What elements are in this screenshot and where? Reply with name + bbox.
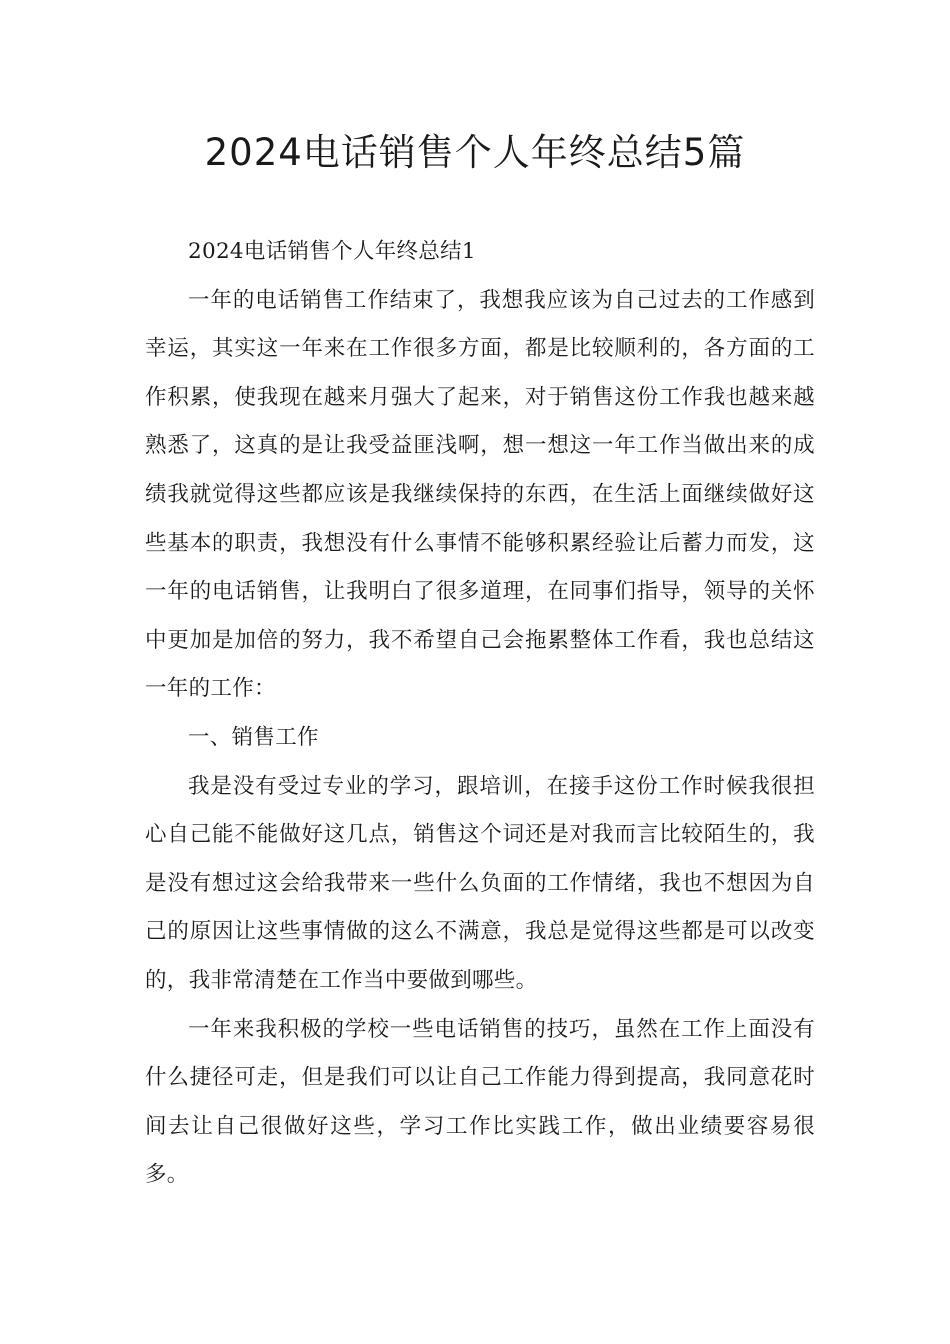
- document-body: [145, 228, 815, 1200]
- document-title: 2024电话销售个人年终总结5篇: [204, 131, 746, 174]
- paragraph-sales-1: 我是没有受过专业的学习，跟培训，在接手这份工作时候我很担心自己能不能做好这几点，销售这个词还是对我而言比较陌生的，我是没有想过这会给我带来一些什么负面的工作情绪，我也不想因为自己的原因让这些事情做的这么不满意，我总是觉得这些都是可以改变的，我非常清楚在工作当中要做到哪些。: [145, 773, 815, 993]
- section-heading-1: 2024电话销售个人年终总结1: [188, 239, 476, 264]
- paragraph-sales-2: 一年来我积极的学校一些电话销售的技巧，虽然在工作上面没有什么捷径可走，但是我们可以让自己工作能力得到提高，我同意花时间去让自己很做好这些，学习工作比实践工作，做出业绩要容易很多。: [145, 1016, 815, 1188]
- subheading-sales-work: 一、销售工作: [188, 724, 319, 750]
- paragraph-intro: 一年的电话销售工作结束了，我想我应该为自己过去的工作感到幸运，其实这一年来在工作很多方面，都是比较顺利的，各方面的工作积累，使我现在越来月强大了起来，对于销售这份工作我也越来越熟悉了，这真的是让我受益匪浅啊，想一想这一年工作当做出来的成绩我就觉得这些都应该是我继续保持的东西，在生活上面继续做好这些基本的职责，我想没有什么事情不能够积累经验让后蓄力而发，这一年的电话销售，让我明白了很多道理，在同事们指导，领导的关怀中更加是加倍的努力，我不希望自己会拖累整体工作看，我也总结这一年的工作：: [145, 287, 815, 702]
